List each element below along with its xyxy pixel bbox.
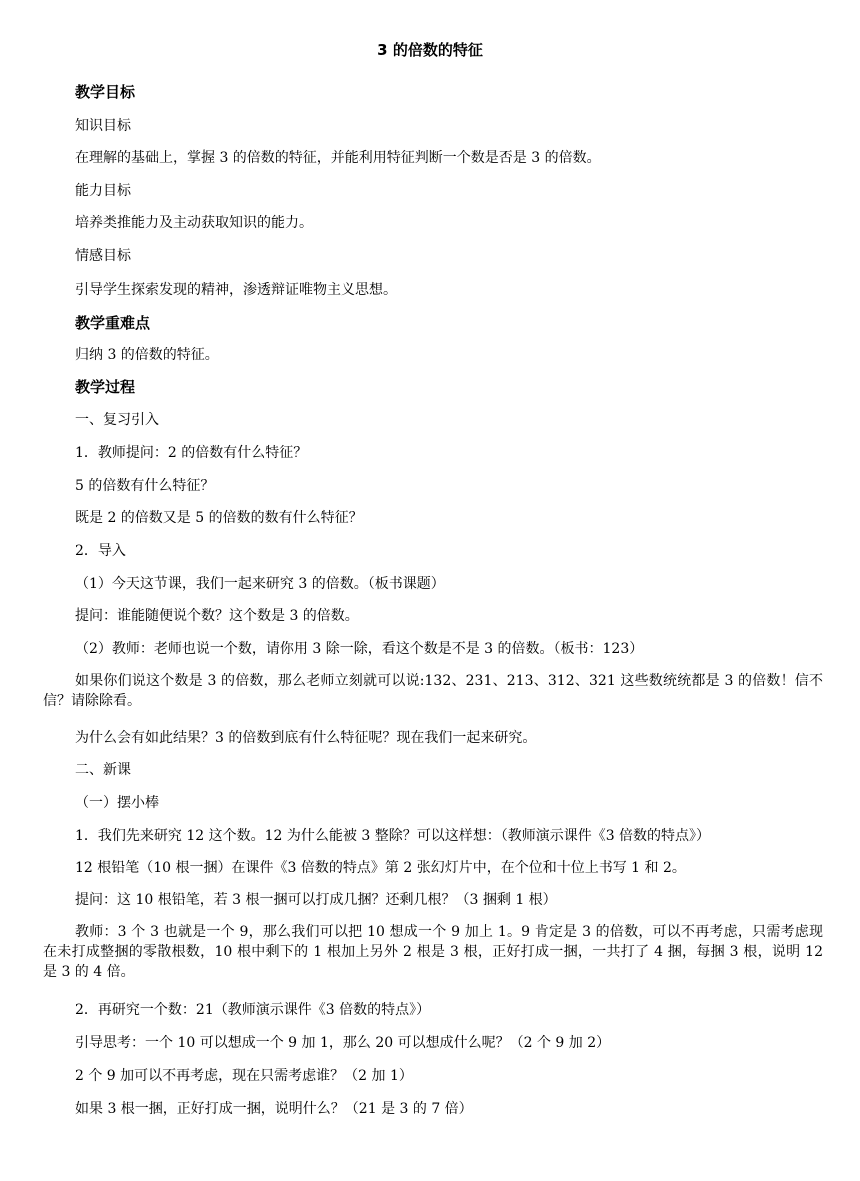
text-line: （一）摆小棒	[75, 795, 159, 811]
subheading-knowledge-goal: 知识目标	[75, 118, 131, 134]
section-review: 一、复习引入	[75, 412, 159, 428]
section-new-lesson: 二、新课	[75, 762, 131, 778]
text-knowledge-goal: 在理解的基础上，掌握 3 的倍数的特征，并能利用特征判断一个数是否是 3 的倍数。	[75, 150, 601, 166]
text-line: 1．我们先来研究 12 这个数。12 为什么能被 3 整除？可以这样想：（教师演示课件《3 倍数的特点》）	[75, 828, 711, 844]
text-line: 既是 2 的倍数又是 5 的倍数的数有什么特征？	[75, 510, 363, 526]
subheading-ability-goal: 能力目标	[75, 183, 131, 199]
text-line: 2．导入	[75, 543, 126, 559]
text-line: 提问：这 10 根铅笔，若 3 根一捆可以打成几捆？还剩几根？（3 捆剩 1 根）	[75, 892, 557, 908]
text-ability-goal: 培养类推能力及主动获取知识的能力。	[75, 215, 313, 231]
text-line: 2．再研究一个数：21（教师演示课件《3 倍数的特点》）	[75, 1002, 431, 1018]
text-line: 引导思考：一个 10 可以想成一个 9 加 1，那么 20 可以想成什么呢？（2 个 9 加 2）	[75, 1035, 611, 1051]
paragraph: 如果你们说这个数是 3 的倍数，那么老师立刻就可以说:132、231、213、312、321 这些数统统都是 3 的倍数！信不信？请除除看。	[43, 673, 823, 709]
heading-key-points: 教学重难点	[75, 314, 151, 332]
text-key-points: 归纳 3 的倍数的特征。	[75, 347, 219, 363]
text-line: 2 个 9 加可以不再考虑，现在只需考虑谁？（2 加 1）	[75, 1068, 413, 1084]
subheading-emotion-goal: 情感目标	[75, 248, 131, 264]
paragraph: 教师：3 个 3 也就是一个 9，那么我们可以把 10 想成一个 9 加上 1。9 肯定是 3 的倍数，可以不再考虑，只需考虑现在未打成整捆的零散根数，10 根中剩下的 1 根加上另外 2 根是 3 根，正好打成一捆，一共打了 4 捆，每捆 3 根，说明 12 是 3 的 4 倍。	[43, 924, 823, 980]
document-title: 3 的倍数的特征	[377, 41, 483, 59]
text-line: 提问：谁能随便说个数？这个数是 3 的倍数。	[75, 608, 359, 624]
text-line: 5 的倍数有什么特征？	[75, 478, 215, 494]
text-line: （1）今天这节课，我们一起来研究 3 的倍数。（板书课题）	[75, 576, 445, 592]
heading-teaching-process: 教学过程	[75, 378, 136, 396]
text-emotion-goal: 引导学生探索发现的精神，渗透辩证唯物主义思想。	[75, 282, 397, 298]
text-line: 12 根铅笔（10 根一捆）在课件《3 倍数的特点》第 2 张幻灯片中，在个位和十位上书写 1 和 2。	[75, 860, 686, 876]
text-line: 1．教师提问：2 的倍数有什么特征？	[75, 445, 308, 461]
text-line: （2）教师：老师也说一个数，请你用 3 除一除，看这个数是不是 3 的倍数。（板书：123）	[75, 641, 644, 657]
text-line: 为什么会有如此结果？3 的倍数到底有什么特征呢？现在我们一起来研究。	[75, 730, 537, 746]
heading-teaching-goals: 教学目标	[75, 83, 136, 101]
text-line: 如果 3 根一捆，正好打成一捆，说明什么？（21 是 3 的 7 倍）	[75, 1101, 473, 1117]
